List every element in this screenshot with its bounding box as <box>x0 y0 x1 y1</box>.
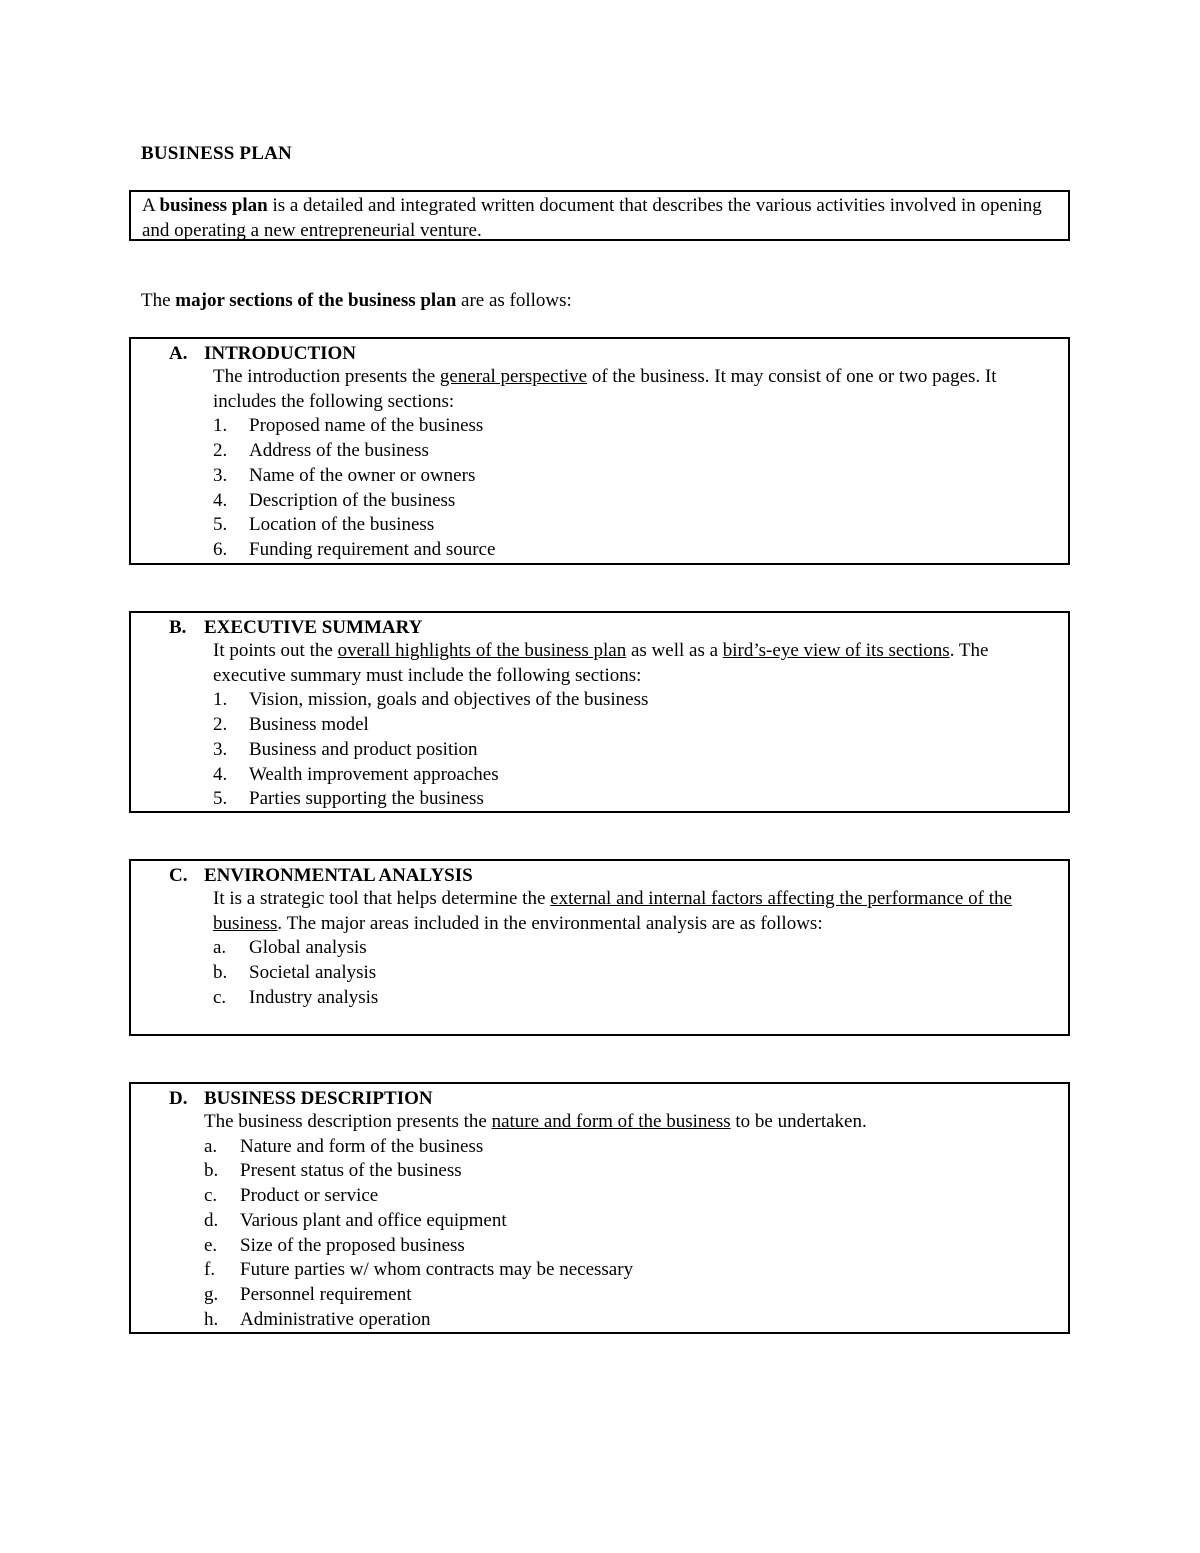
list-marker: 3. <box>213 738 228 760</box>
list-marker: g. <box>204 1283 219 1305</box>
list-item-text: Description of the business <box>249 489 456 511</box>
section-description: It is a strategic tool that helps determine the external and internal factors affecting the performance of the business. The major areas included in the environmental analysis are as follows: <box>213 888 1012 934</box>
list-marker: c. <box>204 1185 218 1207</box>
list-item-text: Size of the proposed business <box>240 1234 465 1256</box>
list-item <box>213 961 1013 986</box>
section-body <box>204 1110 1054 1332</box>
section-heading: A. INTRODUCTION <box>169 343 357 364</box>
list-item-text: Funding requirement and source <box>249 538 496 560</box>
definition-text: A business plan is a detailed and integrated written document that describes the various activities involved in opening and operating a new entrepreneurial venture. <box>142 195 1042 241</box>
list-marker: 1. <box>213 415 228 437</box>
section-heading: D. BUSINESS DESCRIPTION <box>169 1088 433 1109</box>
list-item <box>213 713 1058 738</box>
section-list <box>213 414 1053 562</box>
list-item-text: Present status of the business <box>240 1160 462 1182</box>
list-item <box>204 1135 1054 1160</box>
list-item-text: Societal analysis <box>249 962 377 984</box>
list-marker: 4. <box>213 489 228 511</box>
list-item <box>213 688 1058 713</box>
section-introduction <box>129 337 1070 565</box>
list-item-text: Various plant and office equipment <box>240 1209 507 1231</box>
list-item-text: Proposed name of the business <box>249 415 484 437</box>
list-item <box>213 414 1053 439</box>
list-marker: 1. <box>213 689 228 711</box>
list-marker: b. <box>204 1160 219 1182</box>
section-description: The introduction presents the general perspective of the business. It may consist of one or two pages. It includes the following sections: <box>213 366 997 412</box>
section-body <box>213 365 1053 563</box>
list-marker: 4. <box>213 763 228 785</box>
list-item-text: Location of the business <box>249 514 435 536</box>
list-item <box>204 1308 1054 1333</box>
list-item <box>213 538 1053 563</box>
list-marker: a. <box>204 1135 218 1157</box>
list-item-text: Future parties w/ whom contracts may be necessary <box>240 1259 634 1281</box>
list-marker: 5. <box>213 514 228 536</box>
section-description: The business description presents the nature and form of the business to be undertaken. <box>204 1111 867 1132</box>
list-marker: 3. <box>213 464 228 486</box>
section-heading: C. ENVIRONMENTAL ANALYSIS <box>169 865 473 886</box>
list-item <box>204 1258 1054 1283</box>
list-item-text: Industry analysis <box>249 986 379 1008</box>
list-item <box>204 1209 1054 1234</box>
list-item-text: Parties supporting the business <box>249 788 484 810</box>
list-item-text: Wealth improvement approaches <box>249 763 499 785</box>
section-body <box>213 639 1058 812</box>
section-business-description <box>129 1082 1070 1334</box>
list-item-text: Name of the owner or owners <box>249 464 476 486</box>
list-item <box>213 787 1058 812</box>
page-title: BUSINESS PLAN <box>141 143 292 164</box>
list-marker: d. <box>204 1209 219 1231</box>
list-item-text: Personnel requirement <box>240 1283 412 1305</box>
list-marker: f. <box>204 1259 216 1281</box>
list-marker: b. <box>213 962 228 984</box>
section-environmental-analysis <box>129 859 1070 1036</box>
section-heading: B. EXECUTIVE SUMMARY <box>169 617 423 638</box>
list-marker: e. <box>204 1234 218 1256</box>
list-marker: h. <box>204 1308 219 1330</box>
sections-intro: The major sections of the business plan are as follows: <box>141 290 572 311</box>
list-marker: a. <box>213 937 227 959</box>
list-item <box>213 936 1013 961</box>
definition-box <box>129 190 1070 241</box>
section-list <box>213 936 1013 1010</box>
section-description: It points out the overall highlights of the business plan as well as a bird’s-eye view of its sections. The executive summary must include the following sections: <box>213 640 989 686</box>
list-item <box>213 513 1053 538</box>
list-item <box>213 464 1053 489</box>
list-marker: c. <box>213 986 227 1008</box>
list-item <box>204 1184 1054 1209</box>
list-item-text: Global analysis <box>249 937 367 959</box>
list-item <box>204 1234 1054 1259</box>
list-item-text: Product or service <box>240 1185 379 1207</box>
list-item-text: Administrative operation <box>240 1308 431 1330</box>
section-list <box>204 1135 1054 1333</box>
list-item-text: Vision, mission, goals and objectives of the business <box>249 689 649 711</box>
list-item <box>213 763 1058 788</box>
list-item-text: Business and product position <box>249 738 478 760</box>
list-item <box>213 738 1058 763</box>
list-marker: 2. <box>213 714 228 736</box>
list-item <box>213 489 1053 514</box>
definition-term: business plan <box>159 195 268 216</box>
section-body <box>213 887 1013 1011</box>
list-item <box>204 1159 1054 1184</box>
list-item-text: Business model <box>249 714 369 736</box>
list-marker: 6. <box>213 538 228 560</box>
list-item <box>213 986 1013 1011</box>
list-item-text: Address of the business <box>249 440 429 462</box>
list-marker: 5. <box>213 788 228 810</box>
section-executive-summary <box>129 611 1070 813</box>
list-item <box>213 439 1053 464</box>
list-marker: 2. <box>213 440 228 462</box>
section-list <box>213 688 1058 812</box>
list-item-text: Nature and form of the business <box>240 1135 484 1157</box>
list-item <box>204 1283 1054 1308</box>
